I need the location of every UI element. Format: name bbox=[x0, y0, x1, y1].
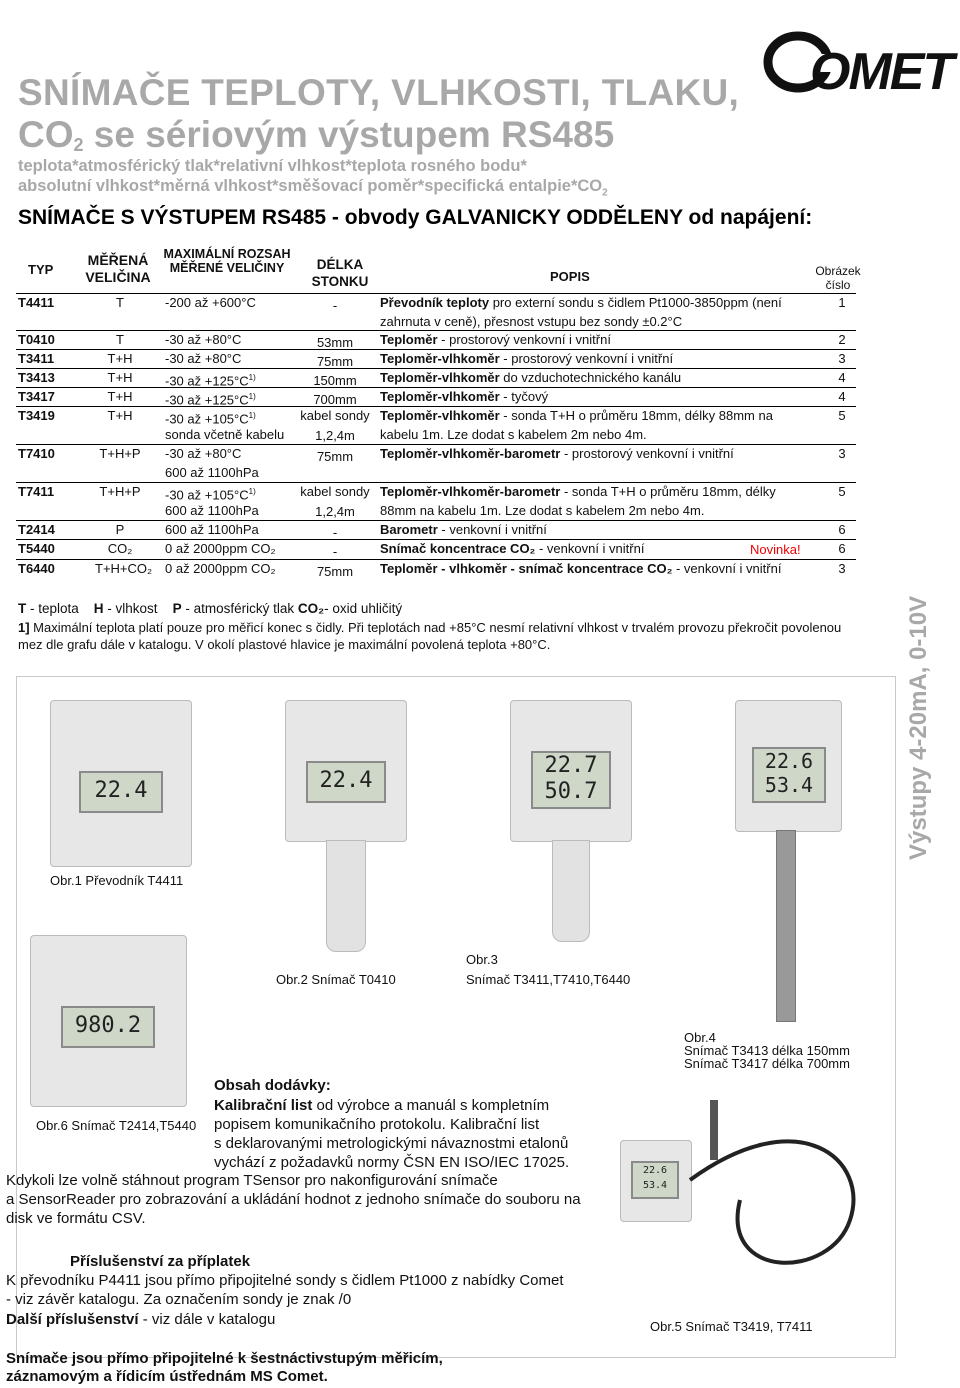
popis-text: do vzduchotechnického kanálu bbox=[499, 370, 682, 385]
accessories-title: Příslušenství za příplatek bbox=[70, 1253, 251, 1270]
cell-obrazek: 3 bbox=[838, 351, 846, 366]
cell-rozsah bbox=[165, 332, 241, 348]
row-rule bbox=[16, 406, 856, 407]
cell-obrazek: 5 bbox=[838, 408, 846, 423]
row-rule bbox=[16, 559, 856, 560]
cell-velicina: T+H bbox=[107, 389, 133, 404]
probe-stem-3 bbox=[552, 840, 590, 942]
cell-popis bbox=[380, 522, 547, 538]
cell-popis bbox=[380, 295, 782, 311]
novinka-badge: Novinka! bbox=[750, 542, 801, 557]
cell-typ: T0410 bbox=[18, 332, 55, 347]
cell-rozsah bbox=[165, 561, 276, 577]
popis-bold: Teploměr-vlhkoměr-barometr bbox=[380, 484, 561, 499]
device-t0410-image bbox=[285, 700, 407, 842]
cell-popis bbox=[380, 541, 644, 557]
cell-delka-2: 1,2,4m bbox=[315, 428, 355, 443]
cell-delka: 75mm bbox=[316, 564, 354, 579]
cell-velicina: P bbox=[115, 522, 125, 537]
delivery-line1: Kalibrační list od výrobce a manuál s kompletním bbox=[214, 1097, 550, 1114]
caption-obr3: Obr.3 bbox=[466, 952, 498, 967]
cell-delka-2: 1,2,4m bbox=[315, 504, 355, 519]
popis-bold: Teploměr-vlhkoměr bbox=[380, 408, 500, 423]
subtitle: teplota*atmosférický tlak*relativní vlhkost*teplota rosného bodu* bbox=[18, 157, 527, 175]
section-heading: SNÍMAČE S VÝSTUPEM RS485 - obvody GALVANICKY ODDĚLENY od napájení: bbox=[18, 206, 813, 229]
popis-bold: Teploměr bbox=[380, 332, 438, 347]
probe-rod bbox=[776, 830, 796, 1022]
popis-text: - venkovní i vnitřní bbox=[437, 522, 547, 537]
lcd-display-4: 22.6 53.4 bbox=[752, 747, 826, 803]
cell-typ: T4411 bbox=[18, 295, 55, 310]
accessories-line1: K převodníku P4411 jsou přímo připojitelné sondy s čidlem Pt1000 z nabídky Comet bbox=[6, 1272, 564, 1289]
cell-obrazek: 4 bbox=[838, 370, 846, 385]
cell-delka: - bbox=[332, 298, 338, 313]
cell-delka: 150mm bbox=[313, 373, 357, 388]
rozsah-text: 0 až 2000ppm CO₂ bbox=[165, 561, 276, 576]
cell-typ: T2414 bbox=[18, 522, 55, 537]
row-rule bbox=[16, 368, 856, 369]
cell-obrazek: 6 bbox=[838, 522, 846, 537]
cell-typ: T7410 bbox=[18, 446, 55, 461]
cell-delka: - bbox=[332, 544, 338, 559]
delivery-line7: disk ve formátu CSV. bbox=[6, 1210, 146, 1227]
device-t2414-image bbox=[30, 935, 187, 1107]
popis-bold: Teploměr - vlhkoměr - snímač koncentrace CO₂ bbox=[380, 561, 673, 576]
footnote-mark: 1) bbox=[248, 392, 256, 401]
cable-probe bbox=[680, 1080, 880, 1300]
cell-rozsah bbox=[165, 295, 256, 311]
page-title: SNÍMAČE TEPLOTY, VLHKOSTI, TLAKU, bbox=[18, 72, 740, 113]
header-popis: POPIS bbox=[550, 269, 590, 284]
cell-delka: - bbox=[332, 525, 338, 540]
cell-velicina: T+H+CO₂ bbox=[95, 561, 153, 576]
cell-rozsah-2: sonda včetně kabelu bbox=[165, 427, 285, 442]
footnote-mark: 1) bbox=[248, 411, 256, 420]
cell-delka: 75mm bbox=[316, 354, 354, 369]
header-merena: MĚŘENÁ VELIČINA bbox=[85, 252, 151, 285]
popis-bold: Barometr bbox=[380, 522, 438, 537]
cell-obrazek: 3 bbox=[838, 561, 846, 576]
rozsah-text: -30 až +80°C bbox=[165, 351, 242, 366]
cell-popis bbox=[380, 446, 734, 462]
comet-logo: OMET bbox=[760, 20, 920, 100]
cell-popis bbox=[380, 351, 673, 367]
popis-bold: Teploměr-vlhkoměr-barometr bbox=[380, 446, 561, 461]
delivery-line4: vychází z požadavků normy ČSN EN ISO/IEC 17025. bbox=[214, 1154, 570, 1171]
cell-delka: kabel sondy bbox=[300, 484, 370, 499]
lcd-display: 22.4 bbox=[79, 771, 163, 813]
rozsah-text: -30 až +80°C bbox=[165, 332, 242, 347]
rozsah-text: -30 až +105°C bbox=[165, 487, 249, 503]
cell-obrazek: 4 bbox=[838, 389, 846, 404]
cell-rozsah-2: 600 až 1100hPa bbox=[165, 465, 259, 480]
header-typ: TYP bbox=[28, 262, 54, 277]
cell-obrazek: 3 bbox=[838, 446, 846, 461]
device-t3413-image bbox=[735, 700, 842, 832]
cell-rozsah bbox=[165, 446, 241, 462]
popis-bold: Teploměr-vlhkoměr bbox=[380, 370, 500, 385]
row-rule bbox=[16, 444, 856, 445]
cell-velicina: T+H+P bbox=[99, 484, 141, 499]
header-delka: DÉLKA STONKU bbox=[311, 257, 369, 289]
caption-obr4-line2: Snímač T3413 délka 150mm bbox=[684, 1043, 850, 1058]
cell-popis bbox=[380, 370, 681, 386]
cell-rozsah bbox=[165, 522, 259, 538]
lcd-display-2: 22.4 bbox=[306, 761, 386, 803]
lcd-display-6: 980.2 bbox=[61, 1006, 155, 1048]
row-rule bbox=[16, 539, 856, 540]
legend-line: T - teplota H - vlhkost P - atmosférický tlak CO₂- oxid uhličitý bbox=[18, 601, 403, 616]
cell-obrazek: 1 bbox=[838, 295, 846, 310]
device-t4411-image bbox=[50, 700, 192, 867]
cell-popis bbox=[380, 484, 776, 500]
rozsah-text: 0 až 2000ppm CO₂ bbox=[165, 541, 276, 556]
cell-obrazek: 5 bbox=[838, 484, 846, 499]
cell-typ: T6440 bbox=[18, 561, 55, 576]
cell-popis-2: 88mm na kabelu 1m. Lze dodat s kabelem 2m nebo 4m. bbox=[380, 503, 705, 518]
popis-text: - venkovní i vnitřní bbox=[535, 541, 645, 556]
footnote-2: mez dle grafu dále v katalogu. V okolí plastové hlavice je maximální povolená teplota +80°C. bbox=[18, 637, 551, 652]
footnote-1: 1] Maximální teplota platí pouze pro měřicí konec s čidly. Při teplotách nad +85°C nesmí relativní vlhkost v trvalém provozu překročit povolenou bbox=[18, 620, 842, 635]
cell-typ: T7411 bbox=[18, 484, 55, 499]
caption-obr6: Obr.6 Snímač T2414,T5440 bbox=[36, 1118, 197, 1133]
lcd-display-3: 22.7 50.7 bbox=[531, 751, 611, 809]
cell-obrazek: 6 bbox=[838, 541, 846, 556]
popis-text: - sonda T+H o průměru 18mm, délky bbox=[560, 484, 776, 499]
header-obrazek: Obrázek číslo bbox=[815, 264, 861, 292]
row-rule bbox=[16, 520, 856, 521]
caption-obr3-text: Snímač T3411,T7410,T6440 bbox=[466, 972, 631, 987]
rozsah-text: -30 až +125°C bbox=[165, 392, 249, 408]
footnote-mark: 1) bbox=[248, 373, 256, 382]
rozsah-text: -200 až +600°C bbox=[165, 295, 256, 310]
cell-delka: 53mm bbox=[316, 335, 354, 350]
cell-delka: 700mm bbox=[313, 392, 357, 407]
final-note-2: záznamovým a řídicím ústřednám MS Comet. bbox=[6, 1368, 328, 1385]
delivery-line5: Kdykoli lze volně stáhnout program TSensor pro nakonfigurování snímače bbox=[6, 1172, 498, 1189]
caption-obr4: Obr.4 bbox=[684, 1030, 716, 1045]
cell-popis bbox=[380, 332, 611, 348]
accessories-line3: Další příslušenství - viz dále v katalogu bbox=[6, 1311, 276, 1328]
page-title-line2: $CO_2$ se sériovým výstupem RS485 bbox=[18, 114, 615, 155]
header-rozsah: MAXIMÁLNÍ ROZSAH MĚŘENÉ VELIČINY bbox=[163, 247, 291, 275]
lcd-display-5: 22.6 53.4 bbox=[631, 1161, 679, 1199]
caption-obr5: Obr.5 Snímač T3419, T7411 bbox=[650, 1319, 813, 1334]
row-rule bbox=[16, 349, 856, 350]
cell-popis-2: zahrnuta v ceně), přesnost vstupu bez sondy ±0.2°C bbox=[380, 314, 683, 329]
caption-obr2: Obr.2 Snímač T0410 bbox=[276, 972, 396, 987]
popis-text: - tyčový bbox=[499, 389, 549, 404]
rozsah-text: -30 až +105°C bbox=[165, 411, 249, 427]
delivery-line6: a SensorReader pro zobrazování a ukládání hodnot z jednoho snímače do souboru na bbox=[6, 1191, 581, 1208]
cell-velicina: T+H bbox=[107, 408, 133, 423]
cell-popis bbox=[380, 408, 773, 424]
cell-velicina: T+H+P bbox=[99, 446, 141, 461]
rozsah-text: 600 až 1100hPa bbox=[165, 522, 259, 537]
popis-text: - sonda T+H o průměru 18mm, délky 88mm na bbox=[499, 408, 773, 423]
cell-typ: T5440 bbox=[18, 541, 55, 556]
popis-text: pro externí sondu s čidlem Pt1000-3850ppm (není bbox=[489, 295, 782, 310]
probe-stem bbox=[326, 840, 366, 952]
popis-text: - prostorový venkovní i vnitřní bbox=[437, 332, 611, 347]
cell-typ: T3417 bbox=[18, 389, 55, 404]
cell-typ: T3419 bbox=[18, 408, 55, 423]
cell-rozsah bbox=[165, 408, 256, 427]
cell-typ: T3413 bbox=[18, 370, 55, 385]
cell-velicina: T bbox=[116, 295, 124, 310]
cell-rozsah bbox=[165, 351, 241, 367]
cell-velicina: T+H bbox=[107, 351, 133, 366]
accessories-line2: - viz závěr katalogu. Za označením sondy je znak /0 bbox=[6, 1291, 352, 1308]
cell-obrazek: 2 bbox=[838, 332, 846, 347]
final-note-1: Snímače jsou přímo připojitelné k šestnáctivstupým měřicím, bbox=[6, 1350, 443, 1367]
cell-popis-2: kabelu 1m. Lze dodat s kabelem 2m nebo 4m. bbox=[380, 427, 647, 442]
delivery-title: Obsah dodávky: bbox=[214, 1077, 331, 1094]
popis-bold: Teploměr-vlhkoměr bbox=[380, 389, 500, 404]
caption-obr4-line3: Snímač T3417 délka 700mm bbox=[684, 1056, 850, 1071]
row-rule bbox=[16, 387, 856, 388]
cell-velicina: CO₂ bbox=[107, 541, 133, 556]
delivery-line2: popisem komunikačního protokolu. Kalibrační list bbox=[214, 1116, 540, 1133]
cell-rozsah bbox=[165, 484, 256, 503]
cell-delka: kabel sondy bbox=[300, 408, 370, 423]
row-rule bbox=[16, 482, 856, 483]
device-t3411-image bbox=[510, 700, 632, 842]
cell-velicina: T+H bbox=[107, 370, 133, 385]
caption-obr1: Obr.1 Převodník T4411 bbox=[50, 873, 184, 888]
subtitle-2: absolutní vlhkost*měrná vlhkost*směšovací poměr*specifická $entalpie*CO_2$ bbox=[18, 177, 608, 199]
popis-text: - prostorový venkovní i vnitřní bbox=[499, 351, 674, 366]
delivery-line3: s deklarovanými metrologickými návaznostmi etalonů bbox=[214, 1135, 569, 1152]
popis-bold: Převodník teploty bbox=[380, 295, 490, 310]
popis-bold: Teploměr-vlhkoměr bbox=[380, 351, 500, 366]
cell-rozsah-2: 600 až 1100hPa bbox=[165, 503, 259, 518]
row-rule bbox=[16, 293, 856, 294]
popis-text: - venkovní i vnitřní bbox=[672, 561, 782, 576]
footnote-mark: 1) bbox=[248, 487, 256, 496]
cell-rozsah bbox=[165, 541, 276, 557]
row-rule bbox=[16, 330, 856, 331]
rozsah-text: -30 až +125°C bbox=[165, 373, 249, 389]
popis-text: - prostorový venkovní i vnitřní bbox=[560, 446, 734, 461]
cell-popis bbox=[380, 561, 781, 577]
cell-velicina: T bbox=[116, 332, 124, 347]
rozsah-text: -30 až +80°C bbox=[165, 446, 242, 461]
cell-typ: T3411 bbox=[18, 351, 55, 366]
cell-delka: 75mm bbox=[316, 449, 354, 464]
popis-bold: Snímač koncentrace CO₂ bbox=[380, 541, 536, 556]
cell-popis bbox=[380, 389, 548, 405]
